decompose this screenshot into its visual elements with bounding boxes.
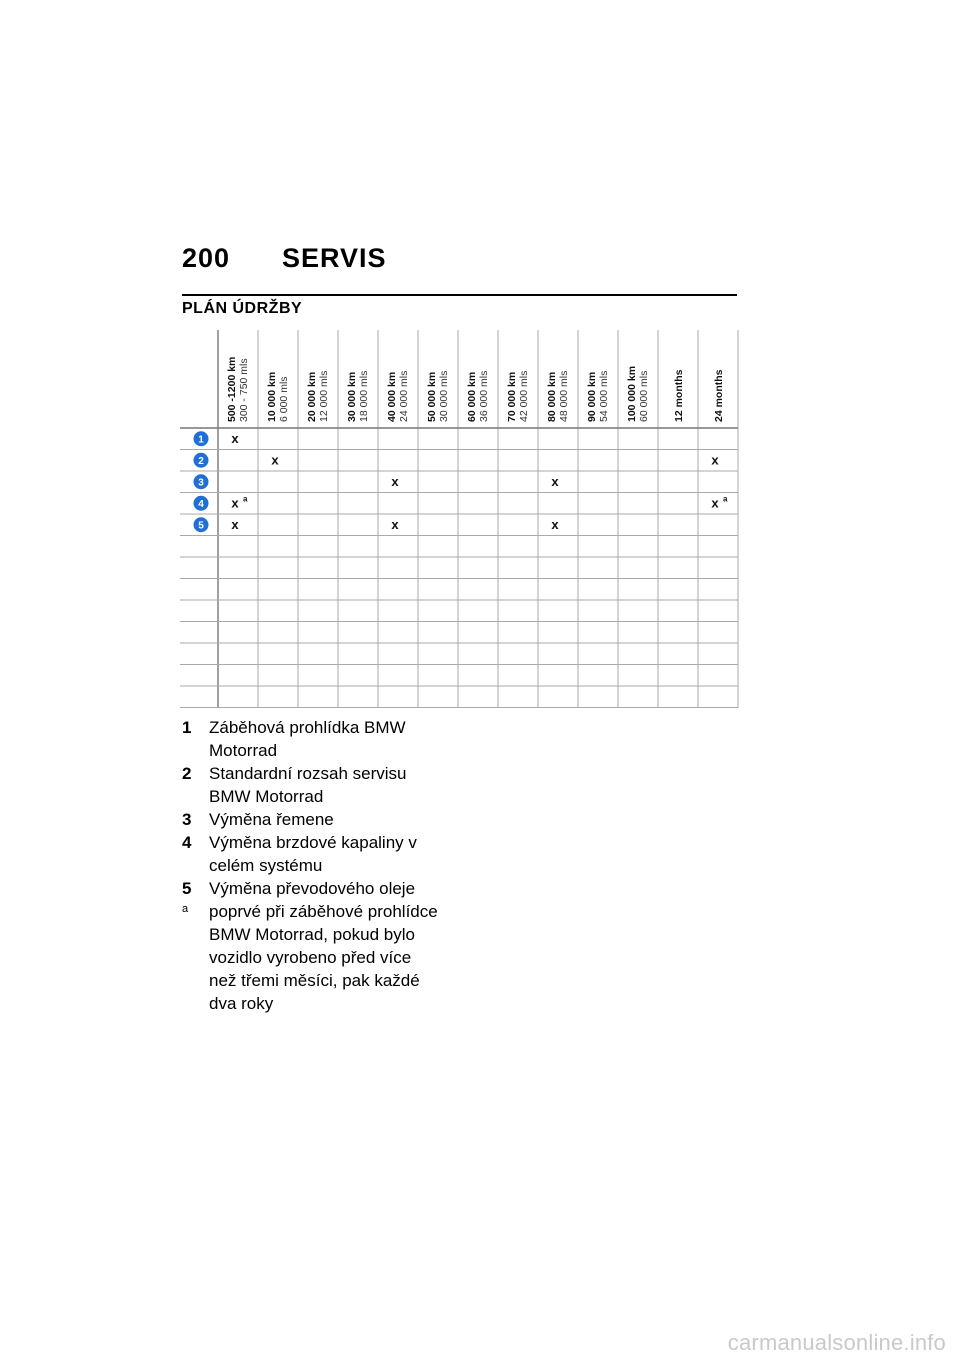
row-number-badge-label: 1	[198, 434, 204, 446]
legend-text: Záběhová prohlídka BMW Motorrad	[209, 718, 406, 760]
maintenance-schedule-table	[180, 330, 740, 708]
column-header	[426, 371, 450, 422]
column-header-mls: 6 000 mls	[278, 376, 290, 422]
column-header	[386, 371, 410, 422]
schedule-mark: x	[271, 452, 279, 468]
legend-text: Výměna brzdové kapaliny v celém systému	[209, 833, 417, 875]
column-header-km: 10 000 km	[266, 371, 278, 422]
row-number-badge-label: 3	[198, 477, 204, 489]
column-header-mls: 30 000 mls	[438, 370, 450, 422]
schedule-mark: x	[711, 452, 719, 468]
column-header	[546, 371, 570, 422]
page-number: 200	[182, 243, 231, 273]
schedule-mark: x	[391, 516, 399, 532]
row-number-badge-label: 4	[198, 499, 204, 511]
column-header	[713, 369, 725, 422]
legend-key: 4	[182, 833, 192, 852]
column-header-km: 40 000 km	[386, 371, 398, 422]
column-header-mls: 42 000 mls	[518, 370, 530, 422]
column-header-km: 70 000 km	[506, 371, 518, 422]
column-header	[506, 371, 530, 422]
column-header-km: 24 months	[713, 369, 725, 422]
legend-item	[182, 808, 442, 831]
column-header-mls: 18 000 mls	[358, 370, 370, 422]
schedule-mark: x	[551, 473, 559, 489]
schedule-mark: x	[231, 430, 239, 446]
column-header-km: 500 -1200 km	[226, 356, 238, 422]
column-header	[466, 371, 490, 422]
chapter-title: SERVIS	[282, 243, 387, 273]
legend-key: 3	[182, 810, 192, 829]
column-header-km: 90 000 km	[586, 371, 598, 422]
legend-item	[182, 831, 442, 877]
footnote-superscript: a	[243, 494, 248, 504]
column-header	[626, 366, 650, 422]
schedule-mark: x	[391, 473, 399, 489]
schedule-mark: x	[231, 516, 239, 532]
schedule-mark: x	[231, 495, 239, 511]
legend-text: poprvé při záběhové prohlídce BMW Motorrad, pokud bylo vozidlo vyrobeno před více než třemi měsíci, pak každé dva roky	[209, 902, 438, 1013]
column-header-km: 30 000 km	[346, 371, 358, 422]
legend-item	[182, 900, 442, 1015]
column-header-mls: 48 000 mls	[558, 370, 570, 422]
legend-item	[182, 762, 442, 808]
section-divider	[182, 294, 737, 296]
column-header-km: 50 000 km	[426, 371, 438, 422]
legend-item	[182, 716, 442, 762]
column-header-km: 60 000 km	[466, 371, 478, 422]
column-header-km: 20 000 km	[306, 371, 318, 422]
legend-key: 5	[182, 879, 192, 898]
page-header	[182, 243, 387, 277]
legend-text: Standardní rozsah servisu BMW Motorrad	[209, 764, 407, 806]
legend-item	[182, 877, 442, 900]
legend-key: a	[182, 903, 189, 915]
column-header-km: 100 000 km	[626, 365, 638, 422]
column-header	[586, 371, 610, 422]
legend-text: Výměna řemene	[209, 810, 334, 829]
column-header-km: 80 000 km	[546, 371, 558, 422]
column-header	[226, 357, 250, 422]
column-header-mls: 300 - 750 mls	[238, 358, 250, 422]
footnote-superscript: a	[723, 494, 728, 504]
row-number-badge-label: 2	[198, 456, 204, 468]
legend-key: 1	[182, 718, 192, 737]
column-header-mls: 60 000 mls	[638, 370, 650, 422]
schedule-mark: x	[711, 495, 719, 511]
column-header-mls: 36 000 mls	[478, 370, 490, 422]
watermark: carmanualsonline.info	[727, 1330, 946, 1355]
column-header	[266, 372, 290, 422]
row-number-badge-label: 5	[198, 520, 204, 532]
column-header-mls: 12 000 mls	[318, 370, 330, 422]
column-header-km: 12 months	[673, 369, 685, 422]
column-header	[346, 371, 370, 422]
schedule-mark: x	[551, 516, 559, 532]
column-header-mls: 54 000 mls	[598, 370, 610, 422]
section-title: PLÁN ÚDRŽBY	[182, 300, 303, 317]
legend-list	[182, 716, 442, 1015]
column-header	[306, 371, 330, 422]
legend-text: Výměna převodového oleje	[209, 879, 416, 898]
column-header-mls: 24 000 mls	[398, 370, 410, 422]
legend-key: 2	[182, 764, 192, 783]
column-header	[673, 369, 685, 422]
